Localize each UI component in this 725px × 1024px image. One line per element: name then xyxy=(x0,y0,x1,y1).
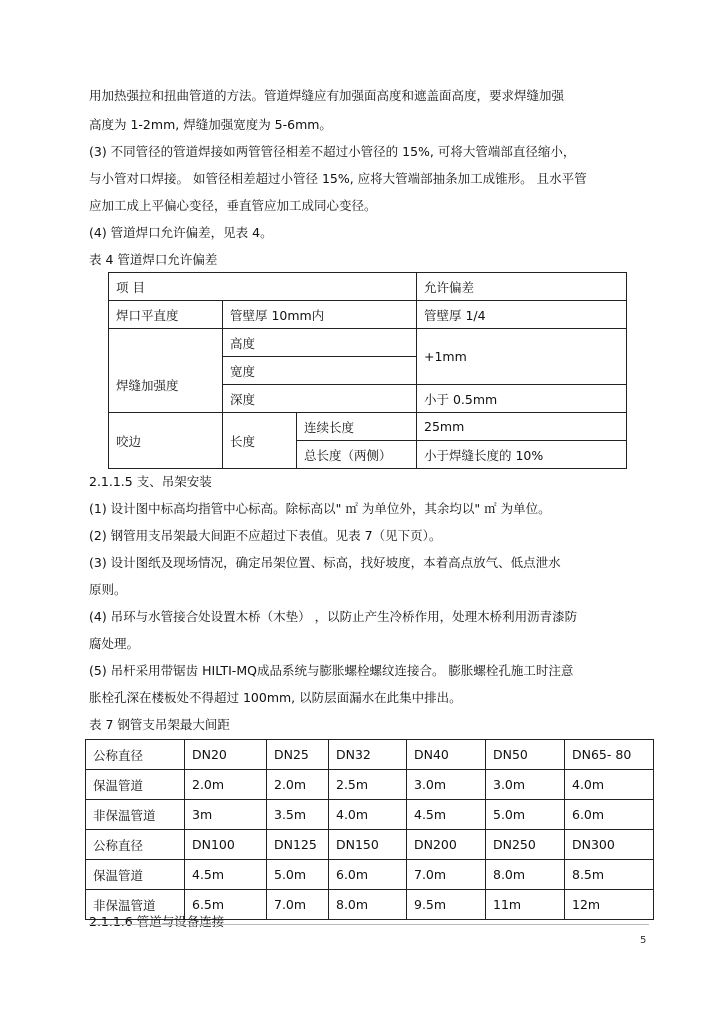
table7-caption: 表 7 钢管支吊架最大间距 xyxy=(89,717,230,732)
table-cell: 长度 xyxy=(223,413,297,469)
table-cell: 12m xyxy=(565,890,654,920)
paragraph-line: 用加热强拉和扭曲管道的方法。管道焊缝应有加强面高度和遮盖面高度，要求焊缝加强 xyxy=(89,88,565,103)
table-cell: 总长度（两侧） xyxy=(297,441,417,469)
table-cell: 3.5m xyxy=(267,800,329,830)
table-cell: 3m xyxy=(185,800,267,830)
paragraph-line: 原则。 xyxy=(89,582,127,597)
table-cell: DN25 xyxy=(267,740,329,770)
table-cell: 2.5m xyxy=(329,770,407,800)
table-cell: 小于焊缝长度的 10% xyxy=(417,441,627,469)
table-cell: 5.0m xyxy=(267,860,329,890)
table-cell: 2.0m xyxy=(267,770,329,800)
table-row xyxy=(109,413,627,441)
paragraph-line: (5) 吊杆采用带锯齿 HILTI-MQ成品系统与膨胀螺栓螺纹连接合。 膨胀螺栓孔施工时注意 xyxy=(89,663,574,678)
table-cell: 公称直径 xyxy=(86,740,185,770)
pipe-support-spacing-table xyxy=(85,739,654,920)
table-row xyxy=(86,740,654,770)
table-cell: 8.5m xyxy=(565,860,654,890)
table-cell: 焊口平直度 xyxy=(109,301,223,329)
table-cell: 管壁厚 1/4 xyxy=(417,301,627,329)
paragraph-line: (1) 设计图中标高均指管中心标高。除标高以" ㎡ 为单位外，其余均以" ㎡ 为单位。 xyxy=(89,501,551,516)
table-cell: 非保温管道 xyxy=(86,890,185,920)
table-row xyxy=(109,273,627,301)
table-cell: 4.5m xyxy=(407,800,486,830)
table-cell: 6.0m xyxy=(329,860,407,890)
paragraph-line: 应加工成上平偏心变径，垂直管应加工成同心变径。 xyxy=(89,198,377,213)
table-cell: DN150 xyxy=(329,830,407,860)
paragraph-line: (4) 吊环与水管接合处设置木桥（木垫） ，以防止产生冷桥作用，处理木桥利用沥青漆防 xyxy=(89,609,578,624)
table-cell: 6.0m xyxy=(565,800,654,830)
table-cell: 25mm xyxy=(417,413,627,441)
table-cell: 咬边 xyxy=(109,413,223,469)
table-cell: 4.0m xyxy=(329,800,407,830)
table-cell: DN40 xyxy=(407,740,486,770)
table-cell: 3.0m xyxy=(407,770,486,800)
table-cell: 非保温管道 xyxy=(86,800,185,830)
table-cell: 管壁厚 10mm内 xyxy=(223,301,417,329)
table-cell: 焊缝加强度 xyxy=(109,329,223,413)
table-cell: 宽度 xyxy=(223,357,417,385)
table4-caption: 表 4 管道焊口允许偏差 xyxy=(89,252,218,267)
table-cell: 小于 0.5mm xyxy=(417,385,627,413)
paragraph-line: 高度为 1-2mm, 焊缝加强宽度为 5-6mm。 xyxy=(89,117,332,132)
table-cell: DN50 xyxy=(486,740,565,770)
table-row xyxy=(86,800,654,830)
table-cell: +1mm xyxy=(417,329,627,385)
table-cell: DN250 xyxy=(486,830,565,860)
section-heading: 2.1.1.6 管道与设备连接 xyxy=(89,914,225,929)
table-cell: DN32 xyxy=(329,740,407,770)
paragraph-line: 腐处理。 xyxy=(89,636,140,651)
table-cell: 8.0m xyxy=(329,890,407,920)
paragraph-line: 与小管对口焊接。 如管径相差超过小管径 15%, 应将大管端部抽条加工成锥形。 且水平管 xyxy=(89,171,587,186)
paragraph-line: (4) 管道焊口允许偏差，见表 4。 xyxy=(89,225,273,240)
table-row xyxy=(109,301,627,329)
table-cell: 深度 xyxy=(223,385,417,413)
table-row xyxy=(86,770,654,800)
table-cell: 3.0m xyxy=(486,770,565,800)
table-cell: DN20 xyxy=(185,740,267,770)
table-cell: 7.0m xyxy=(267,890,329,920)
table-cell: 保温管道 xyxy=(86,860,185,890)
table-cell: 连续长度 xyxy=(297,413,417,441)
section-heading: 2.1.1.5 支、吊架安装 xyxy=(89,474,212,489)
table-cell: 保温管道 xyxy=(86,770,185,800)
table-row xyxy=(86,830,654,860)
page-number: 5 xyxy=(640,935,647,946)
table-cell: DN200 xyxy=(407,830,486,860)
footer-divider xyxy=(89,924,649,925)
table-cell: 6.5m xyxy=(185,890,267,920)
paragraph-line: 胀栓孔深在楼板处不得超过 100mm, 以防层面漏水在此集中排出。 xyxy=(89,690,462,705)
table-cell: 4.5m xyxy=(185,860,267,890)
table-cell: DN300 xyxy=(565,830,654,860)
table-cell: DN65- 80 xyxy=(565,740,654,770)
table-cell: 2.0m xyxy=(185,770,267,800)
paragraph-line: (3) 不同管径的管道焊接如两管管径相差不超过小管径的 15%, 可将大管端部直径缩小， xyxy=(89,144,576,159)
table-cell: 高度 xyxy=(223,329,417,357)
paragraph-line: (3) 设计图纸及现场情况，确定吊架位置、标高，找好坡度，本着高点放气、低点泄水 xyxy=(89,555,561,570)
table-cell: 项 目 xyxy=(109,273,417,301)
table-row xyxy=(86,860,654,890)
table-cell: 5.0m xyxy=(486,800,565,830)
table-cell: 8.0m xyxy=(486,860,565,890)
table-cell: DN100 xyxy=(185,830,267,860)
weld-tolerance-table xyxy=(108,272,627,469)
table-row xyxy=(109,329,627,357)
table-cell: 7.0m xyxy=(407,860,486,890)
table-cell: 9.5m xyxy=(407,890,486,920)
table-cell: 公称直径 xyxy=(86,830,185,860)
paragraph-line: (2) 钢管用支吊架最大间距不应超过下表值。见表 7（见下页）。 xyxy=(89,528,442,543)
table-cell: 11m xyxy=(486,890,565,920)
table-cell: 4.0m xyxy=(565,770,654,800)
table-cell: 允许偏差 xyxy=(417,273,627,301)
table-cell: DN125 xyxy=(267,830,329,860)
